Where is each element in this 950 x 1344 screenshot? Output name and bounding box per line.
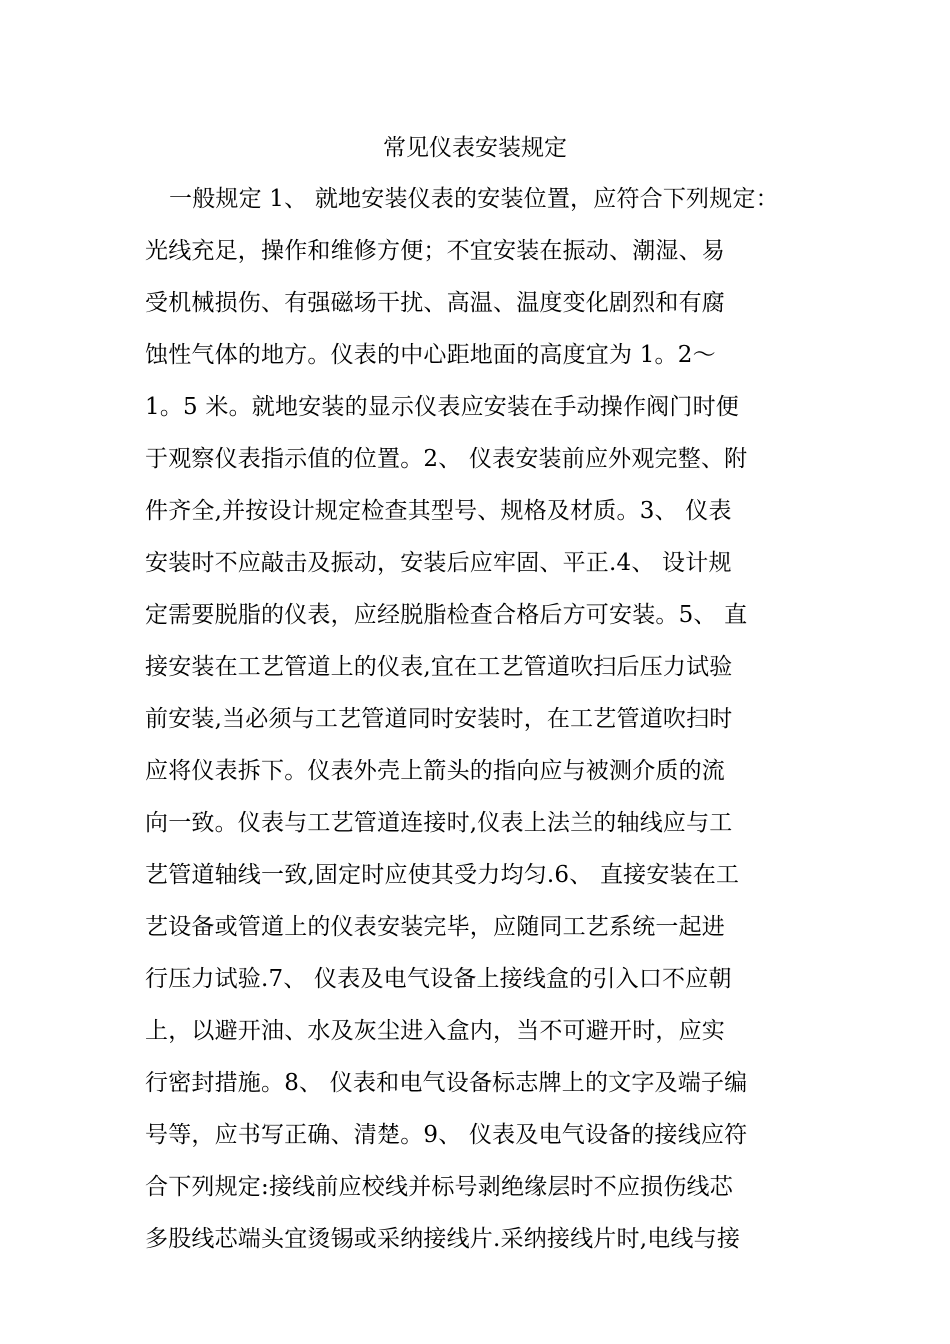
paragraph-line: 接安装在工艺管道上的仪表,宜在工艺管道吹扫后压力试验 xyxy=(145,654,733,680)
paragraph-line: 向一致。仪表与工艺管道连接时,仪表上法兰的轴线应与工 xyxy=(145,810,733,836)
paragraph-line: 上，以避开油、水及灰尘进入盒内，当不可避开时，应实 xyxy=(145,1018,725,1044)
paragraph-line: 1。5 米。就地安装的显示仪表应安装在手动操作阀门时便 xyxy=(145,394,739,420)
document-body xyxy=(145,181,835,1273)
paragraph-line: 一般规定 1、 就地安装仪表的安装位置，应符合下列规定： xyxy=(169,186,779,212)
paragraph-line: 光线充足，操作和维修方便；不宜安装在振动、潮湿、易 xyxy=(145,238,725,264)
paragraph-line: 件齐全,并按设计规定检查其型号、规格及材质。3、 仪表 xyxy=(145,498,732,524)
paragraph-line: 多股线芯端头宜烫锡或采纳接线片.采纳接线片时,电线与接 xyxy=(145,1226,741,1252)
paragraph-line: 蚀性气体的地方。仪表的中心距地面的高度宜为 1。2～ xyxy=(145,342,716,368)
paragraph-line: 安装时不应敲击及振动，安装后应牢固、平正.4、 设计规 xyxy=(145,550,732,576)
paragraph-line: 号等，应书写正确、清楚。9、 仪表及电气设备的接线应符 xyxy=(145,1122,748,1148)
paragraph-line: 艺管道轴线一致,固定时应使其受力均匀.6、 直接安装在工 xyxy=(145,862,740,888)
document-title: 常见仪表安装规定 xyxy=(383,135,567,161)
paragraph-line: 合下列规定:接线前应校线并标号剥绝缘层时不应损伤线芯 xyxy=(145,1174,733,1200)
paragraph-line: 受机械损伤、有强磁场干扰、高温、温度变化剧烈和有腐 xyxy=(145,290,725,316)
paragraph-line: 前安装,当必须与工艺管道同时安装时，在工艺管道吹扫时 xyxy=(145,706,733,732)
paragraph-line: 行压力试验.7、 仪表及电气设备上接线盒的引入口不应朝 xyxy=(145,966,732,992)
paragraph-line: 行密封措施。8、 仪表和电气设备标志牌上的文字及端子编 xyxy=(145,1070,748,1096)
paragraph-line: 艺设备或管道上的仪表安装完毕，应随同工艺系统一起进 xyxy=(145,914,725,940)
paragraph-line: 应将仪表拆下。仪表外壳上箭头的指向应与被测介质的流 xyxy=(145,758,725,784)
paragraph-line: 于观察仪表指示值的位置。2、 仪表安装前应外观完整、附 xyxy=(145,446,748,472)
paragraph-line: 定需要脱脂的仪表，应经脱脂检查合格后方可安装。5、 直 xyxy=(145,602,748,628)
